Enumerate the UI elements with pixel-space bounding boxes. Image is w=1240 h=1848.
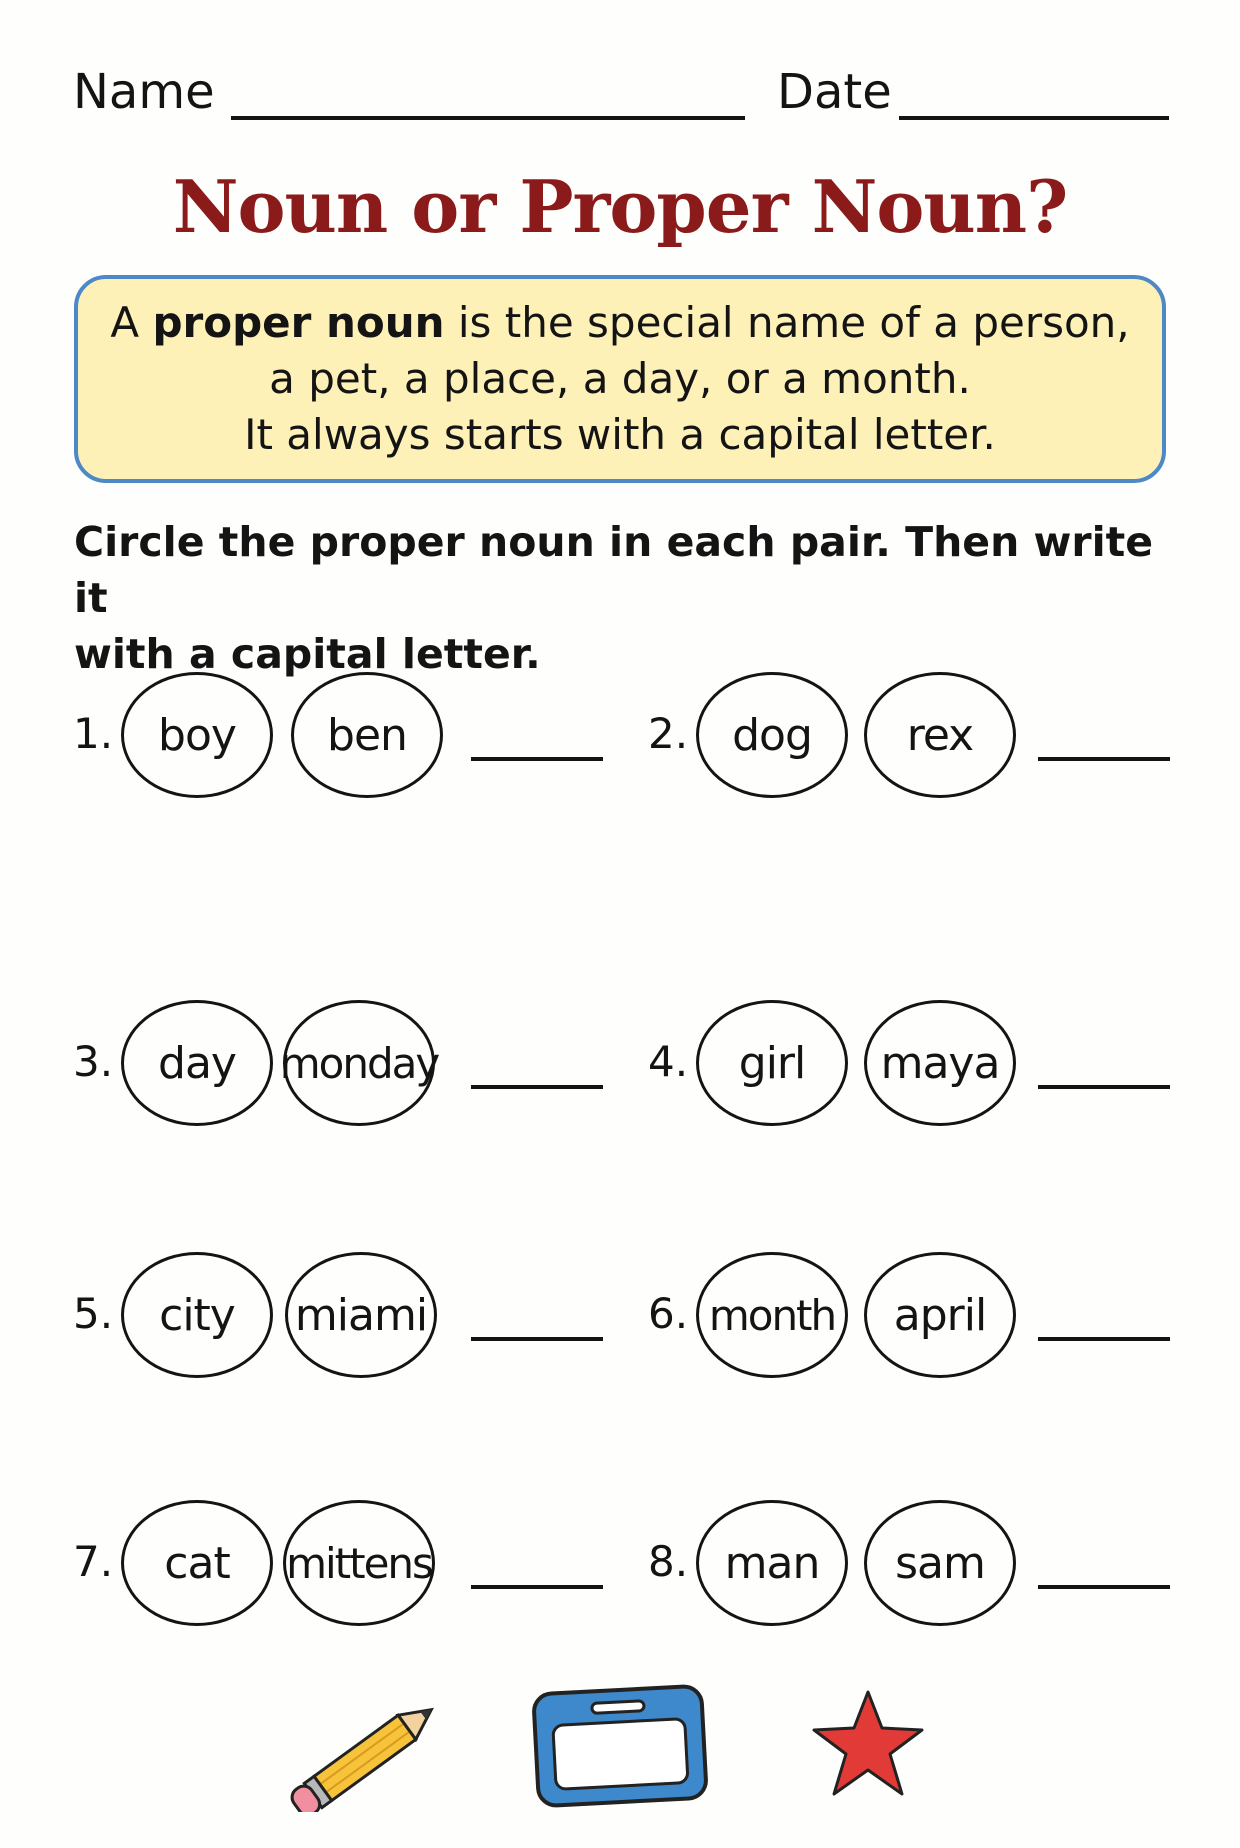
answer-line[interactable]	[1038, 757, 1170, 761]
worksheet-title: Noun or Proper Noun?	[172, 164, 1068, 249]
date-label: Date	[777, 64, 892, 120]
item-number: 5.	[73, 1289, 114, 1338]
word-oval[interactable]: sam	[864, 1500, 1016, 1626]
definition-box	[74, 275, 1166, 483]
item-number: 7.	[73, 1537, 114, 1586]
name-field[interactable]	[231, 116, 745, 120]
item-number: 1.	[73, 709, 114, 758]
word-oval[interactable]: cat	[121, 1500, 273, 1626]
answer-line[interactable]	[471, 1585, 603, 1589]
word-oval[interactable]: day	[121, 1000, 273, 1126]
word-oval[interactable]: monday	[283, 1000, 435, 1126]
item-number: 4.	[648, 1037, 689, 1086]
word-oval[interactable]: man	[696, 1500, 848, 1626]
word-oval[interactable]: april	[864, 1252, 1016, 1378]
word-oval[interactable]: dog	[696, 672, 848, 798]
word-oval[interactable]: rex	[864, 672, 1016, 798]
word-oval[interactable]: miami	[285, 1252, 437, 1378]
exercise-item-4	[648, 992, 1178, 1132]
answer-line[interactable]	[471, 757, 603, 761]
exercise-item-3	[73, 992, 613, 1132]
item-number: 8.	[648, 1537, 689, 1586]
answer-line[interactable]	[1038, 1085, 1170, 1089]
date-field[interactable]	[899, 116, 1169, 120]
instructions	[74, 514, 1174, 682]
word-oval[interactable]: girl	[696, 1000, 848, 1126]
answer-line[interactable]	[1038, 1585, 1170, 1589]
exercise-item-6	[648, 1244, 1178, 1384]
definition-term: proper noun	[152, 298, 445, 347]
pencil-icon	[288, 1692, 458, 1812]
word-oval[interactable]: ben	[291, 672, 443, 798]
word-oval[interactable]: maya	[864, 1000, 1016, 1126]
exercise-item-5	[73, 1244, 613, 1384]
name-tag-icon	[530, 1684, 710, 1808]
exercise-item-7	[73, 1492, 613, 1632]
word-oval[interactable]: city	[121, 1252, 273, 1378]
exercise-item-2	[648, 664, 1178, 804]
exercise-item-8	[648, 1492, 1178, 1632]
header-row	[73, 62, 1173, 132]
definition-prefix: A	[110, 298, 153, 347]
word-oval[interactable]: month	[696, 1252, 848, 1378]
name-label: Name	[73, 64, 215, 120]
definition-suffix: is the special name of a person,	[444, 298, 1130, 347]
answer-line[interactable]	[1038, 1337, 1170, 1341]
item-number: 3.	[73, 1037, 114, 1086]
word-oval[interactable]: boy	[121, 672, 273, 798]
answer-line[interactable]	[471, 1085, 603, 1089]
instructions-line-2: with a capital letter.	[74, 630, 541, 678]
item-number: 6.	[648, 1289, 689, 1338]
instructions-line-1: Circle the proper noun in each pair. Then write it	[74, 518, 1154, 622]
exercise-item-1	[73, 664, 613, 804]
answer-line[interactable]	[471, 1337, 603, 1341]
definition-line-1	[110, 295, 1129, 351]
item-number: 2.	[648, 709, 689, 758]
definition-line-3: It always starts with a capital letter.	[244, 410, 996, 459]
definition-line-2: a pet, a place, a day, or a month.	[269, 354, 971, 403]
word-oval[interactable]: mittens	[283, 1500, 435, 1626]
star-icon	[810, 1688, 926, 1800]
